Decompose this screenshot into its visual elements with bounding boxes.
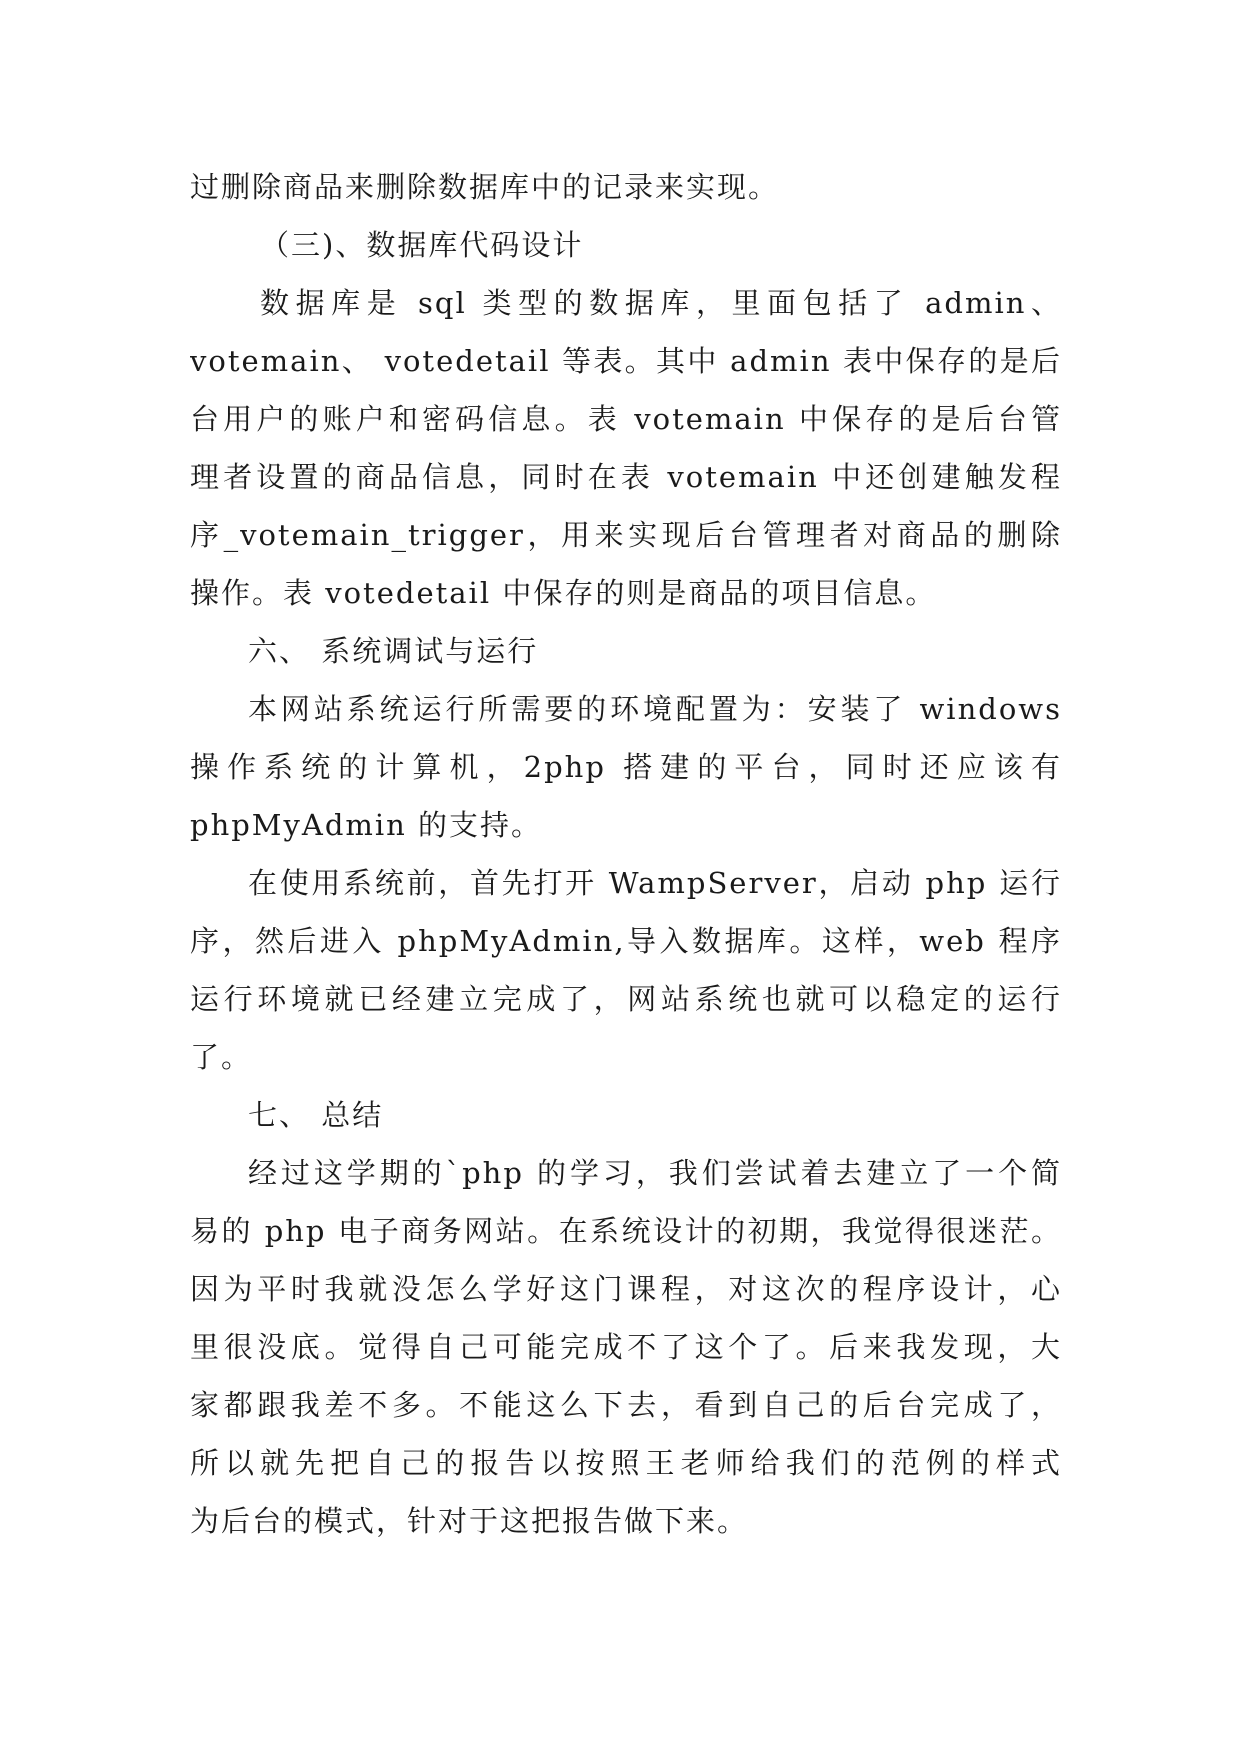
section-heading: 六、 系统调试与运行 [248, 634, 539, 668]
section-heading: 七、 总结 [248, 1098, 384, 1132]
paragraph-line: 经过这学期的`php 的学习，我们尝试着去建立了一个简 [248, 1156, 1062, 1190]
paragraph-line: phpMyAdmin 的支持。 [190, 808, 543, 842]
paragraph-line: 所以就先把自己的报告以按照王老师给我们的范例的样式 [190, 1446, 1062, 1480]
paragraph-line: 易的 php 电子商务网站。在系统设计的初期，我觉得很迷茫。 [190, 1214, 1062, 1248]
document-body [190, 158, 1062, 1550]
paragraph-line: 里很没底。觉得自己可能完成不了这个了。后来我发现，大 [190, 1330, 1062, 1364]
paragraph-line: 运行环境就已经建立完成了，网站系统也就可以稳定的运行 [190, 982, 1062, 1016]
section-heading: （三)、数据库代码设计 [260, 228, 584, 262]
paragraph-line: 在使用系统前，首先打开 WampServer，启动 php 运行 [248, 866, 1062, 900]
paragraph-line: votemain、 votedetail 等表。其中 admin 表中保存的是后 [190, 344, 1062, 378]
paragraph-line: 为后台的模式，针对于这把报告做下来。 [190, 1504, 749, 1538]
paragraph-line: 因为平时我就没怎么学好这门课程，对这次的程序设计，心 [190, 1272, 1062, 1306]
paragraph-line: 序，然后进入 phpMyAdmin,导入数据库。这样，web 程序 [190, 924, 1062, 958]
paragraph-line: 理者设置的商品信息，同时在表 votemain 中还创建触发程 [190, 460, 1062, 494]
paragraph-line: 序_votemain_trigger，用来实现后台管理者对商品的删除 [190, 518, 1062, 552]
paragraph-line: 了。 [190, 1040, 253, 1074]
paragraph-line: 本网站系统运行所需要的环境配置为：安装了 windows [248, 692, 1062, 726]
paragraph-line: 台用户的账户和密码信息。表 votemain 中保存的是后台管 [190, 402, 1062, 436]
paragraph-line: 数据库是 sql 类型的数据库，里面包括了 admin、 [260, 286, 1062, 320]
paragraph-line: 操作系统的计算机，2php 搭建的平台，同时还应该有 [190, 750, 1062, 784]
paragraph-line: 家都跟我差不多。不能这么下去，看到自己的后台完成了， [190, 1388, 1062, 1422]
paragraph-line: 操作。表 votedetail 中保存的则是商品的项目信息。 [190, 576, 937, 610]
paragraph-line: 过删除商品来删除数据库中的记录来实现。 [190, 170, 780, 204]
